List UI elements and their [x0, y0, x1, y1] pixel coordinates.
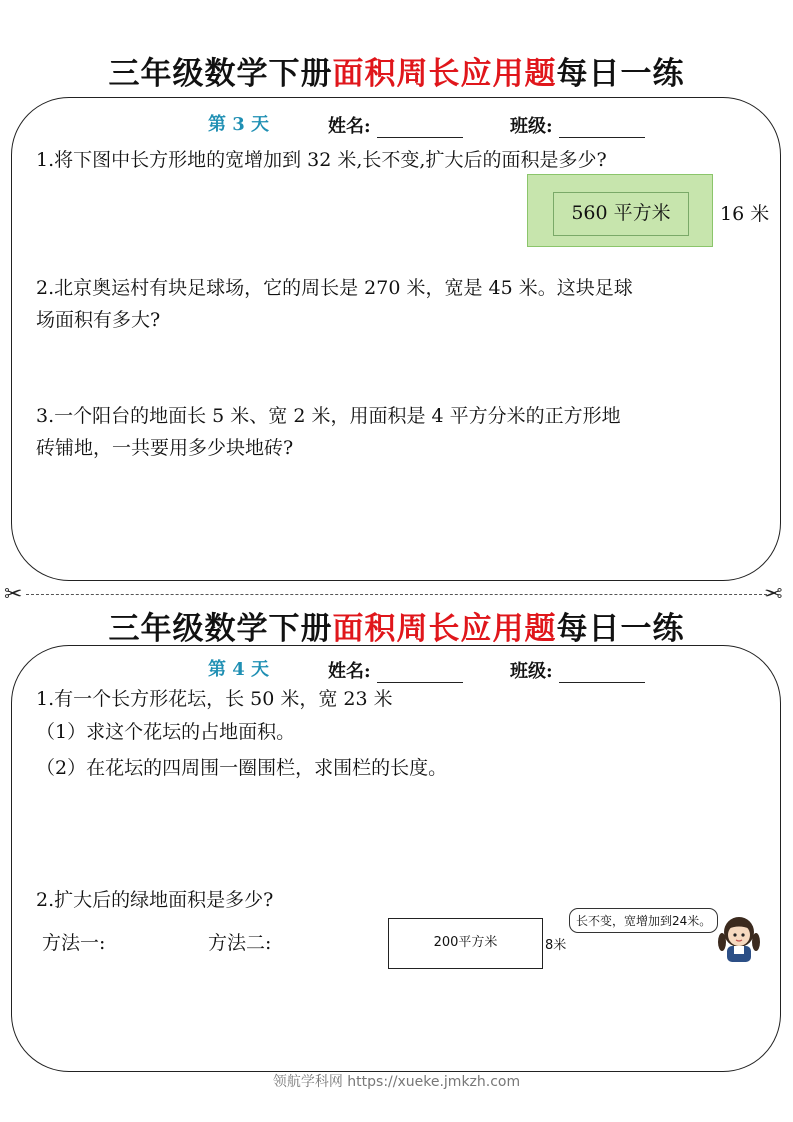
class-field[interactable] — [510, 657, 645, 683]
day-label: 第 3 天 — [208, 114, 270, 135]
question-2-line1: 2.北京奥运村有块足球场，它的周长是 270 米，宽是 45 米。这块足球 — [36, 277, 633, 299]
title-highlight: 面积周长应用题 — [332, 56, 557, 92]
name-label: 姓名: — [328, 661, 371, 682]
question-2-line2: 场面积有多大? — [36, 309, 161, 331]
speech-bubble: 长不变，宽增加到24米。 — [569, 908, 718, 933]
title-highlight: 面积周长应用题 — [332, 611, 557, 647]
area-label: 560 平方米 — [553, 192, 689, 236]
name-field[interactable] — [328, 657, 463, 683]
day-label: 第 4 天 — [208, 659, 270, 680]
scissors-icon: ✂ — [764, 582, 783, 607]
question-1: 1.有一个长方形花坛，长 50 米，宽 23 米 — [36, 688, 393, 710]
girl-avatar-icon — [716, 912, 762, 964]
class-blank[interactable] — [559, 119, 645, 138]
question-3-line2: 砖铺地，一共要用多少块地砖? — [36, 437, 294, 459]
name-blank[interactable] — [377, 664, 463, 683]
method-1-label: 方法一: — [42, 932, 106, 954]
class-field[interactable] — [510, 112, 645, 138]
class-label: 班级: — [510, 116, 553, 137]
title-part: 三年级数学下册 — [108, 56, 333, 92]
width-label: 16 米 — [720, 203, 770, 225]
question-2: 2.扩大后的绿地面积是多少? — [36, 889, 274, 911]
footer-watermark: 领航学科网 https://xueke.jmkzh.com — [272, 1074, 521, 1090]
question-3-line1: 3.一个阳台的地面长 5 米、宽 2 米，用面积是 4 平方分米的正方形地 — [36, 405, 621, 427]
width-label: 8米 — [545, 938, 567, 953]
sheet1-title — [0, 48, 793, 93]
title-part: 每日一练 — [556, 611, 685, 647]
method-2-label: 方法二: — [208, 932, 272, 954]
name-label: 姓名: — [328, 116, 371, 137]
green-field-rectangle: 200平方米 — [388, 918, 543, 969]
name-field[interactable] — [328, 112, 463, 138]
title-part: 每日一练 — [556, 56, 685, 92]
cut-line — [26, 594, 767, 595]
sheet2-title — [0, 603, 793, 648]
question-1: 1.将下图中长方形地的宽增加到 32 米,长不变,扩大后的面积是多少? — [36, 149, 607, 171]
class-label: 班级: — [510, 661, 553, 682]
name-blank[interactable] — [377, 119, 463, 138]
class-blank[interactable] — [559, 664, 645, 683]
question-1-part2: （2）在花坛的四周围一圈围栏，求围栏的长度。 — [36, 757, 448, 779]
question-1-part1: （1）求这个花坛的占地面积。 — [36, 721, 296, 743]
title-part: 三年级数学下册 — [108, 611, 333, 647]
scissors-icon: ✂ — [4, 582, 23, 607]
